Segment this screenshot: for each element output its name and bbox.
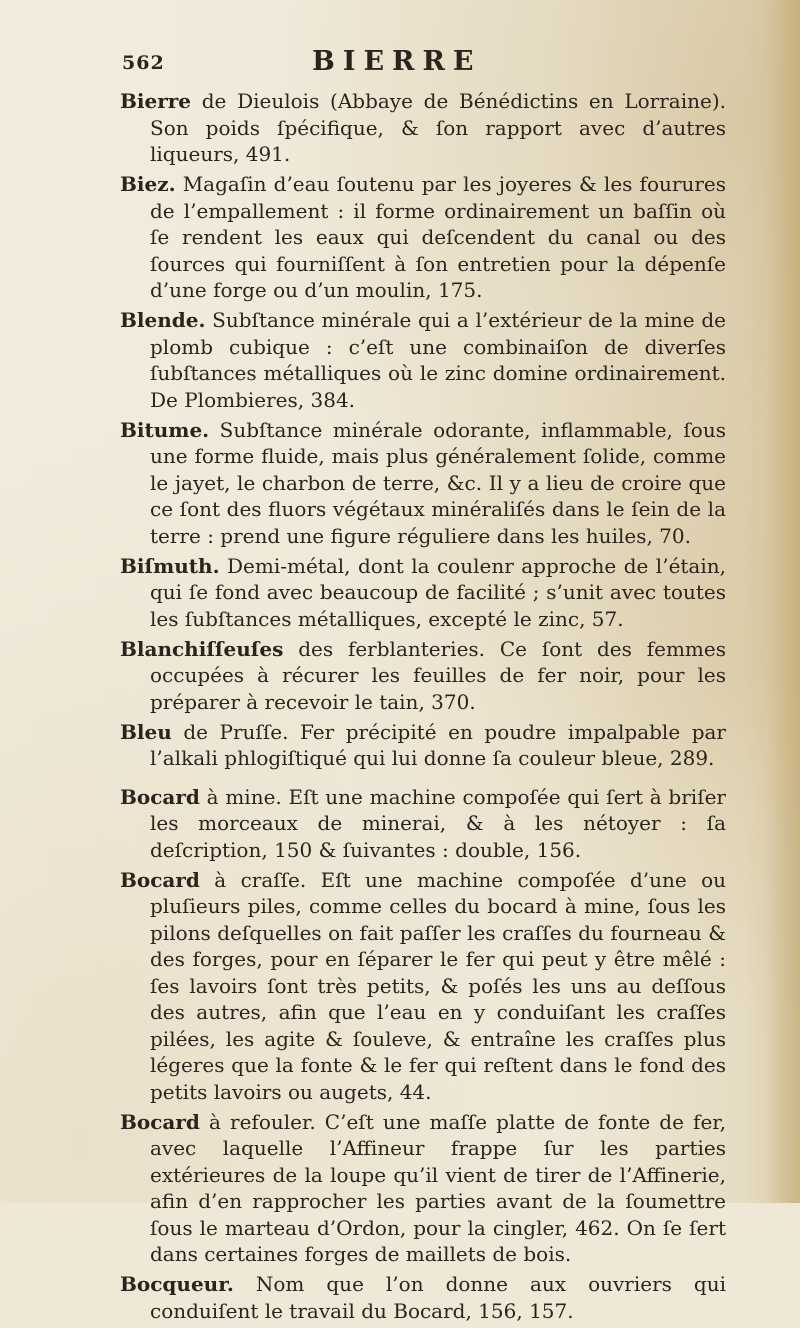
entry-text: Nom que l’on donne aux ouvriers qui conduiſent le travail du Bocard, 156, 157. (150, 1272, 726, 1323)
entry-headword: Bleu (120, 719, 172, 744)
entry-bocard-a-crasse (120, 867, 726, 1106)
page-number: 562 (122, 52, 165, 74)
page-header (122, 46, 722, 80)
entry-bismuth (120, 553, 726, 633)
entry-headword: Blende. (120, 308, 206, 332)
entry-bleu-de-prusse (120, 719, 726, 772)
entry-text: à craſſe. Eſt une machine compoſée d’une ou pluſieurs piles, comme celles du bocard à mine, ſous les pilons deſquelles on fait paſſer les craſſes du fourneau & des forges, pour en ſéparer le fer qui peut y être mêlé : ſes lavoirs ſont très petits, & poſés les uns au deſſous des autres, afin que l’eau en y conduiſant les craſſes pilées, les agite & ſouleve, & entraîne les craſſes plus légeres que la fonte & le fer qui reſtent dans le fond des petits lavoirs ou augets, 44. (150, 867, 726, 1104)
page-edge-shadow (766, 0, 800, 1203)
entry-biez (120, 171, 726, 304)
entry-text: des ferblanteries. Ce ſont des femmes occupées à récurer les feuilles de fer noir, pour les préparer à recevoir le tain, 370. (150, 636, 726, 714)
entry-bocqueur (120, 1271, 726, 1324)
entry-headword: Bitume. (120, 417, 210, 442)
entry-headword: Bocqueur. (120, 1272, 234, 1296)
entry-blende (120, 307, 726, 413)
glossary-entries (120, 88, 726, 1328)
entry-headword: Bocard (120, 784, 200, 809)
entry-text: Subſtance minérale odorante, inflammable, ſous une forme fluide, mais plus généralement ſolide, comme le jayet, le charbon de terre, &c. Il y a lieu de croire que ce ſont des fluors végétaux minéraliſés dans le ſein de la terre : prend une figure réguliere dans les huiles, 70. (150, 417, 726, 548)
entry-text: Demi-métal, dont la coulenr approche de l’étain, qui ſe fond avec beaucoup de facilité ; s’unit avec toutes les ſubſtances métalliques, excepté le zinc, 57. (150, 553, 726, 631)
entry-bierre (120, 88, 726, 168)
entry-headword: Bocard (120, 867, 200, 892)
entry-headword: Biſmuth. (120, 553, 220, 578)
entry-blanchisseuses (120, 636, 726, 716)
entry-text: à mine. Eſt une machine compoſée qui ſert à briſer les morceaux de minerai, & à les nétoyer : ſa deſcription, 150 & ſuivantes : double, 156. (150, 784, 726, 862)
entry-text: Subſtance minérale qui a l’extérieur de la mine de plomb cubique : c’eſt une combinaiſon de diverſes ſubſtances métalliques où le zinc domine ordinairement. De Plombieres, 384. (150, 308, 726, 412)
entry-bitume (120, 417, 726, 550)
entry-bocard-a-mine (120, 784, 726, 864)
entry-headword: Biez. (120, 172, 176, 196)
entry-text: à refouler. C’eſt une maſſe platte de fonte de fer, avec laquelle l’Affineur frappe ſur les parties extérieures de la loupe qu’il vient de tirer de l’Affinerie, afin d’en rapprocher les parties avant de la ſoumettre ſous le marteau d’Ordon, pour la cingler, 462. On ſe ſert dans certaines forges de maillets de bois. (150, 1109, 726, 1266)
entry-headword: Bierre (120, 89, 192, 113)
entry-headword: Bocard (120, 1109, 200, 1134)
running-head: BIERRE (312, 46, 482, 77)
entry-bocard-a-refouler (120, 1109, 726, 1268)
entry-headword: Blanchiſſeuſes (120, 636, 284, 661)
entry-text: de Dieulois (Abbaye de Bénédictins en Lorraine). Son poids ſpécifique, & ſon rapport avec d’autres liqueurs, 491. (150, 89, 726, 166)
entry-text: Magaſin d’eau ſoutenu par les joyeres & les fourures de l’empallement : il forme ordinairement un baſſin où ſe rendent les eaux qui deſcendent du canal ou des ſources qui fourniſſent à ſon entretien pour la dépenſe d’une forge ou d’un moulin, 175. (150, 172, 726, 302)
entry-text: de Pruſſe. Fer précipité en poudre impalpable par l’alkali phlogiſtiqué qui lui donne ſa couleur bleue, 289. (150, 719, 726, 770)
